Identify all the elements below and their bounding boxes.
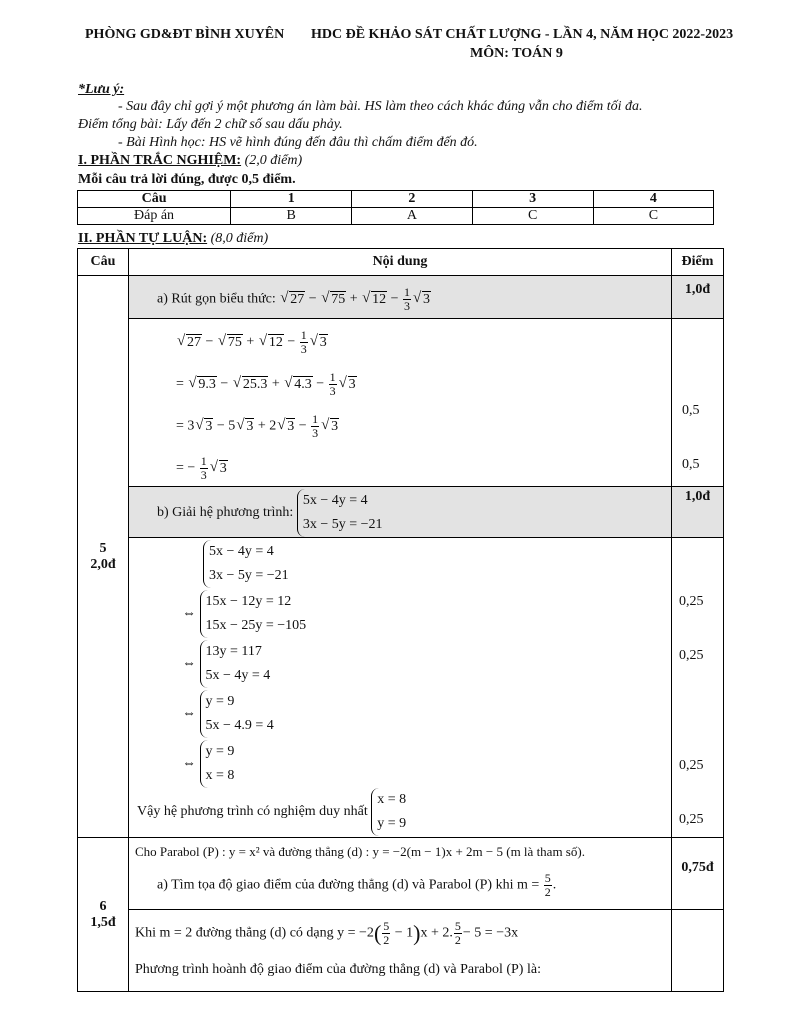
part2-heading (78, 231, 268, 247)
q6a-prompt-text: a) Tìm tọa độ giao điểm của đường thẳng (d) và Parabol (P) khi m = (157, 877, 540, 893)
q5b-prompt (129, 487, 672, 538)
mcq-cell: Câu (78, 191, 231, 208)
header-title: HDC ĐỀ KHẢO SÁT CHẤT LƯỢNG - LẦN 4, NĂM HỌC 2022-2023 (311, 27, 734, 42)
q5-points: 2,0đ (90, 556, 116, 572)
notes-line-2: Điểm tổng bài: Lấy đến 2 chữ số sau dấu phảy. (78, 117, 343, 132)
q5a-step-3: = 3√ 3 − 5√ 3 + 2√ 3 − $\frac{1}{3}$ √ 3 (176, 413, 339, 440)
sqrt-75: √ 75 (322, 292, 346, 308)
q5b-prompt-text: b) Giải hệ phương trình: (157, 505, 294, 521)
mcq-cell: 1 (231, 191, 352, 208)
q5b-conclusion-text: Vậy hệ phương trình có nghiệm duy nhất (137, 804, 368, 820)
q5a-score-2: 0,5 (682, 457, 700, 472)
q5b-solution-row (78, 538, 724, 838)
q5a-solution (129, 319, 672, 487)
q5b-step-4: ⇔ y = 9 5x − 4.9 = 4 (182, 690, 274, 738)
q5a-prompt-row (78, 276, 724, 319)
q5a-score-1: 0,5 (682, 403, 700, 418)
mcq-cell: A (352, 208, 472, 225)
essay-header-row (78, 249, 724, 276)
mcq-answer-row (78, 208, 714, 225)
sqrt-12: √ 12 (363, 292, 387, 308)
q5b-score-1: 0,25 (679, 594, 704, 609)
q5-cell (78, 276, 129, 838)
q5a-solution-row (78, 319, 724, 487)
q5a-scores (672, 319, 724, 487)
q6-number: 6 (99, 898, 107, 914)
q5a-prompt (129, 276, 672, 319)
mcq-cell: Đáp án (78, 208, 231, 225)
q5b-score-2: 0,25 (679, 648, 704, 663)
q6a-solution-row (78, 910, 724, 992)
q6a-solution (129, 910, 672, 992)
q5a-step-2: = √ 9.3 − √ 25.3 + √ 4.3 − $\frac{1}{3}$ √ 3 (176, 371, 357, 398)
q6a-question: a) Tìm tọa độ giao điểm của đường thẳng (d) và Parabol (P) khi m = $\frac{5}{2}$ . (157, 871, 557, 899)
q5b-step-2: ⇔ 15x − 12y = 12 15x − 25y = −105 (182, 590, 306, 638)
part1-rule: Mỗi câu trả lời đúng, được 0,5 điểm. (78, 172, 296, 187)
q5b-system: b) Giải hệ phương trình: 5x − 4y = 4 3x − 5y = −21 (157, 489, 383, 537)
q5b-step-1: 5x − 4y = 4 3x − 5y = −21 (203, 540, 289, 588)
mcq-cell: 4 (593, 191, 713, 208)
col-header-cau: Câu (78, 249, 129, 276)
q5b-step-5: ⇔ y = 9 x = 8 (182, 740, 234, 788)
mcq-cell: B (231, 208, 352, 225)
q5b-score: 1,0đ (672, 487, 724, 538)
q6a-line-1-text: Khi m = 2 đường thẳng (d) có dạng y = −2 (135, 925, 374, 941)
q5a-prompt-text: a) Rút gọn biểu thức: (157, 291, 276, 307)
q5a-expression: a) Rút gọn biểu thức: √ 27 − √ 75 + √ 12 − $\frac{1}{3}$ √ 3 (157, 286, 431, 313)
q6a-line-1-end: − 5 = −3x (462, 925, 519, 941)
q6-cell (78, 838, 129, 992)
q6-points: 1,5đ (90, 914, 116, 930)
mcq-cell: C (593, 208, 713, 225)
q6a-prompt (129, 838, 672, 910)
col-header-score: Điểm (672, 249, 724, 276)
q5b-step-3: ⇔ 13y = 117 5x − 4y = 4 (182, 640, 270, 688)
part1-points: (2,0 điểm) (244, 153, 303, 168)
q5b-score-3: 0,25 (679, 758, 704, 773)
q6a-prompt-row (78, 838, 724, 910)
mcq-answer-table (77, 190, 714, 225)
mcq-cell: C (472, 208, 593, 225)
col-header-content: Nội dung (129, 249, 672, 276)
q5b-score-4: 0,25 (679, 812, 704, 827)
q5a-step-4: = − $\frac{1}{3}$ √ 3 (176, 455, 228, 482)
q5b-prompt-row (78, 487, 724, 538)
mcq-cell: 2 (352, 191, 472, 208)
notes-line-1: - Sau đây chỉ gợi ý một phương án làm bài. HS làm theo cách khác đúng vẫn cho điểm tối đa. (118, 99, 643, 114)
q5b-solution (129, 538, 672, 838)
q6-intro: Cho Parabol (P) : y = x² và đường thẳng (d) : y = −2(m − 1)x + 2m − 5 (m là tham số). (135, 844, 585, 859)
part1-heading (78, 153, 302, 169)
mcq-cell: 3 (472, 191, 593, 208)
sqrt-27: √ 27 (281, 292, 305, 308)
notes-title: *Lưu ý: (78, 82, 125, 97)
q5-number: 5 (99, 540, 107, 556)
header-subject: MÔN: TOÁN 9 (470, 46, 563, 61)
q6a-line-2: Phương trình hoành độ giao điểm của đường thẳng (d) và Parabol (P) là: (135, 962, 541, 977)
q5b-scores (672, 538, 724, 838)
header-department: PHÒNG GD&ĐT BÌNH XUYÊN (85, 27, 285, 42)
part1-title: I. PHẦN TRẮC NGHIỆM: (78, 153, 242, 168)
part2-points: (8,0 điểm) (210, 231, 269, 246)
q5b-conclusion: Vậy hệ phương trình có nghiệm duy nhất x = 8 y = 9 (137, 788, 406, 836)
q5a-score: 1,0đ (672, 276, 724, 319)
part2-title: II. PHẦN TỰ LUẬN: (78, 231, 208, 246)
q6a-score: 0,75đ (672, 838, 724, 910)
q6a-line-1-tail: x + 2. (420, 925, 453, 941)
notes-line-3: - Bài Hình học: HS vẽ hình đúng đến đâu thì chấm điểm đến đó. (118, 135, 478, 150)
frac-1-3: $\frac{1}{3}$ (404, 285, 411, 313)
sqrt-3: √ 3 (414, 292, 431, 308)
essay-answer-table (77, 248, 724, 992)
q6a-line-1: Khi m = 2 đường thẳng (d) có dạng y = −2( $\frac{5}{2}$ − 1)x + 2. $\frac{5}{2}$ − 5 = −3x (135, 919, 519, 947)
q6a-solution-score (672, 910, 724, 992)
q5a-step-1: √ 27 − √ 75 + √ 12 − $\frac{1}{3}$ √ 3 (176, 329, 328, 356)
mcq-header-row (78, 191, 714, 208)
